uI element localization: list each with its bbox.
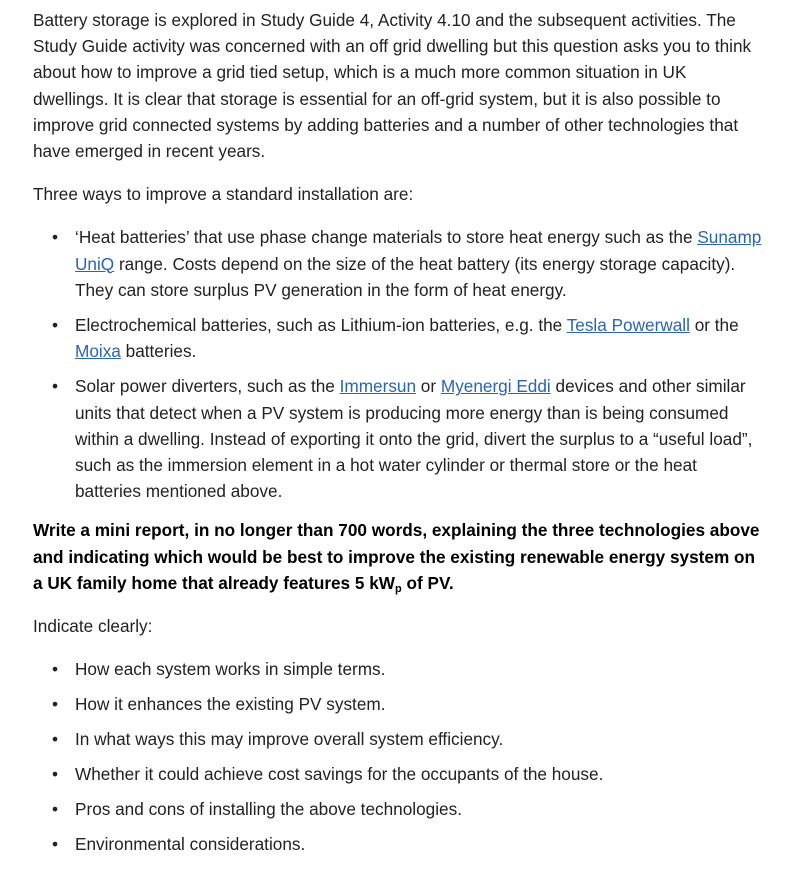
list-item — [33, 691, 763, 717]
list-item — [33, 831, 763, 857]
bullet-icon: • — [52, 376, 59, 397]
list-item-electrochemical — [33, 312, 763, 364]
tesla-powerwall-link[interactable]: Tesla Powerwall — [566, 315, 690, 336]
requirement-text: How it enhances the existing PV system. — [75, 694, 386, 715]
task-tail: of PV. — [401, 572, 454, 593]
bullet-icon: • — [52, 729, 59, 750]
requirement-text: Environmental considerations. — [75, 834, 306, 855]
electro-text-mid: or the — [689, 315, 739, 336]
assignment-content — [33, 7, 763, 866]
task-text: Write a mini report, in no longer than 700 words, explaining the three technologies above and indicating which would be best to improve the existing renewable energy system on a UK family home that already features 5 kW — [33, 520, 760, 593]
list-item-heat-batteries — [33, 224, 763, 303]
immersun-link[interactable]: Immersun — [339, 376, 417, 397]
list-item — [33, 761, 763, 787]
requirement-text: Whether it could achieve cost savings for the occupants of the house. — [75, 764, 604, 785]
diverter-text-post: devices and other similar units that detect when a PV system is producing more energy than is being consumed within a dwelling. Instead of exporting it onto the grid, divert the surplus to a “useful load”, such as the immersion element in a hot water cylinder or thermal store or the heat batteries mentioned above. — [75, 376, 753, 502]
sunamp-link[interactable]: Sunamp UniQ — [75, 227, 762, 274]
bullet-icon: • — [52, 227, 59, 248]
heat-text-post: range. Costs depend on the size of the heat battery (its energy storage capacity). They can store surplus PV generation in the form of heat energy. — [75, 253, 736, 300]
task-subscript: p — [395, 582, 402, 595]
task-instruction — [33, 517, 763, 596]
heat-text-pre: ‘Heat batteries’ that use phase change materials to store heat energy such as the — [75, 227, 698, 248]
requirement-text: Pros and cons of installing the above technologies. — [75, 799, 462, 820]
bullet-icon: • — [52, 315, 59, 336]
bullet-icon: • — [52, 799, 59, 820]
bullet-icon: • — [52, 764, 59, 785]
list-item — [33, 726, 763, 752]
list-item-solar-diverters — [33, 373, 763, 504]
requirement-text: In what ways this may improve overall system efficiency. — [75, 729, 504, 750]
bullet-icon: • — [52, 834, 59, 855]
technology-list — [33, 224, 763, 504]
electro-text-pre: Electrochemical batteries, such as Lithium-ion batteries, e.g. the — [75, 315, 567, 336]
myenergi-eddi-link[interactable]: Myenergi Eddi — [440, 376, 551, 397]
list-item — [33, 796, 763, 822]
diverter-text-mid: or — [416, 376, 441, 397]
indicate-heading: Indicate clearly: — [33, 616, 153, 637]
requirements-list — [33, 656, 763, 857]
moixa-link[interactable]: Moixa — [75, 341, 121, 362]
list-item — [33, 656, 763, 682]
bullet-icon: • — [52, 694, 59, 715]
intro-paragraph: Battery storage is explored in Study Guide 4, Activity 4.10 and the subsequent activities. The Study Guide activity was concerned with an off grid dwelling but this question asks you to think about how to improve a grid tied setup, which is a much more common situation in UK dwellings. It is clear that storage is essential for an off-grid system, but it is also possible to improve grid connected systems by adding batteries and a number of other technologies that have emerged in recent years. — [33, 10, 752, 162]
diverter-text-pre: Solar power diverters, such as the — [75, 376, 340, 397]
bullet-icon: • — [52, 659, 59, 680]
options-lead: Three ways to improve a standard installation are: — [33, 184, 414, 205]
electro-text-post: batteries. — [120, 341, 197, 362]
requirement-text: How each system works in simple terms. — [75, 659, 386, 680]
